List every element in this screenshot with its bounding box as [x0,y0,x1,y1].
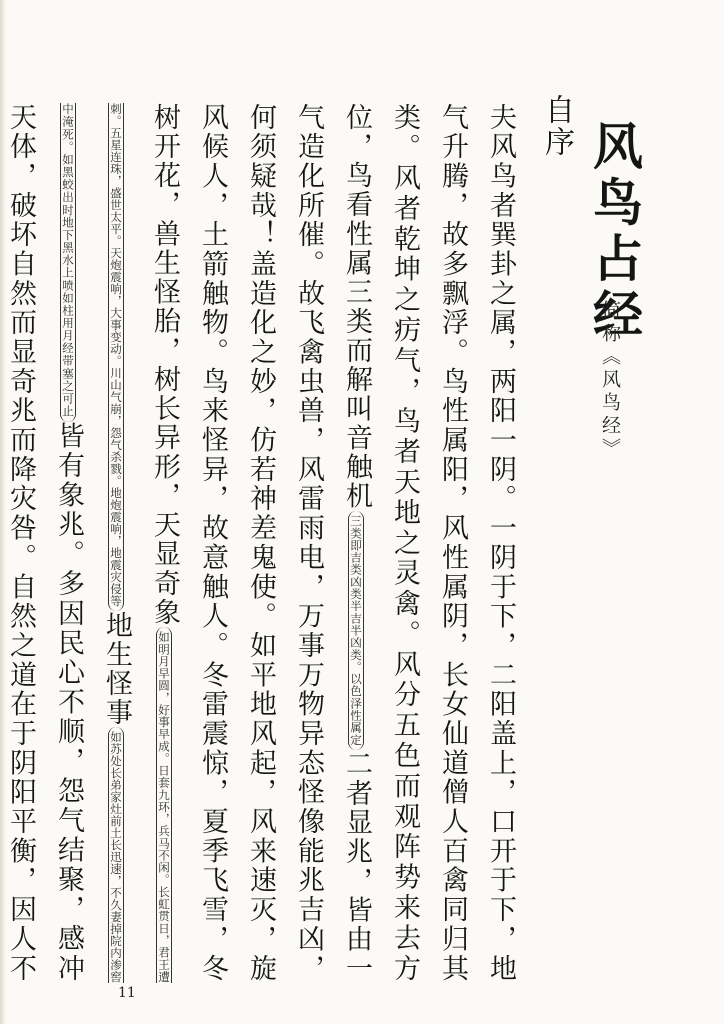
inline-note: 三类即吉类凶类半吉半凶类。以色泽性属定 [348,511,364,750]
inline-note: 如苏处长弟家灶前土长迅速，不久妻掉院内渗窖中淹死。如黑蛟出时地下黑水上喷如柱用月经带塞之可止 [61,103,123,983]
body-text-segment: 二者显兆，皆由一气造化所催。故飞禽虫兽，风雷雨电，万事万物异态怪像能兆吉凶，何须疑哉！盖造化之妙，仿若神差鬼使。如平地风起，风来速灭，旋风候人，土箭触物。鸟来怪异，故意触人。冬雷震惊，夏季飞雪，冬树开花，兽生怪胎，树长异形，天显奇象 [149,103,372,984]
section-heading: 自序 [539,94,574,158]
book-subtitle: 简称《风鸟经》 [599,300,621,461]
preface-body [5,103,524,984]
page-number: 11 [118,985,136,1001]
body-text-segment: 地生怪事 [101,611,132,727]
body-text-segment: 夫风鸟者巽卦之属，两阳一阴。一阴于下，二阳盖上，口开于下，地气升腾，故多飘浮。鸟性属阳，风性属阴，长女仙道僧人百禽同归其类。风者乾坤之疠气，鸟者天地之灵禽。风分五色而观阵势来去方位，鸟看性属三类而解叫音触机 [341,103,516,983]
inline-note: 如明月早圆，好事早成。日套九环，兵马不闲。长虹贯日，君王遭刺。五星连珠，盛世太平。天炮震响，大事变动。川山气崩，怨气杀戮。地炮震响，地震灾侵等 [109,103,171,984]
book-title: 风鸟占经 [585,120,644,344]
body-text-segment: 皆有象兆。多因民心不顺，怨气结聚，感冲天体，破坏自然而显奇兆而降灾咎。自然之道在于阴阳平衡，因人不 [5,103,84,984]
